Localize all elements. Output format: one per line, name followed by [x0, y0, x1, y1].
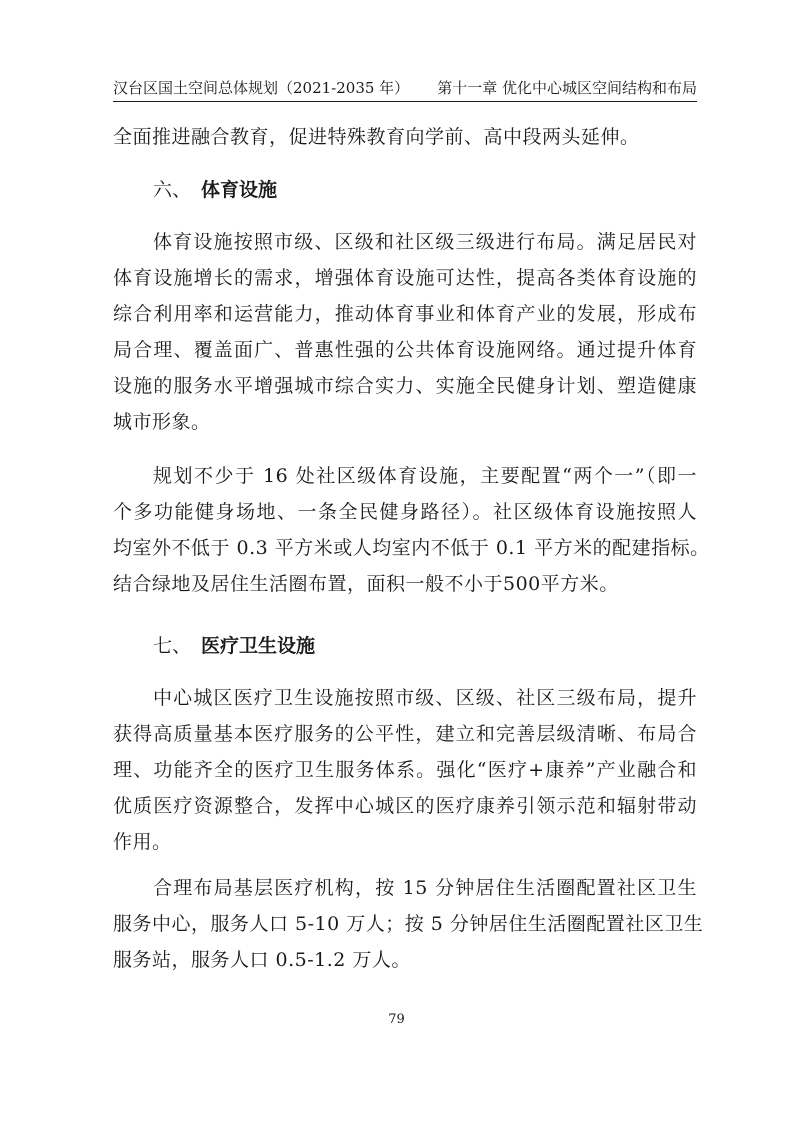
section-heading-medical [153, 631, 315, 661]
text-line: 全面推进融合教育，促进特殊教育向学前、高中段两头延伸。 [113, 126, 640, 148]
text-line: 规划不少于 16 处社区级体育设施，主要配置“两个一”（即一 [153, 465, 697, 487]
text-line: 均室外不低于 0.3 平方米或人均室内不低于 0.1 平方米的配建指标。 [113, 537, 710, 559]
text-line: 优质医疗资源整合，发挥中心城区的医疗康养引领示范和辐射带动 [113, 795, 697, 817]
section-title: 医疗卫生设施 [201, 635, 316, 657]
text-line: 体育设施按照市级、区级和社区级三级进行布局。满足居民对 [153, 231, 697, 253]
text-line: 设施的服务水平增强城市综合实力、实施全民健身计划、塑造健康 [113, 375, 697, 397]
text-line: 局合理、覆盖面广、普惠性强的公共体育设施网络。通过提升体育 [113, 339, 697, 361]
text-line: 作用。 [113, 831, 172, 853]
text-line: 个多功能健身场地、一条全民健身路径）。社区级体育设施按照人 [113, 501, 697, 523]
header-chapter-title: 第十一章 优化中心城区空间结构和布局 [437, 79, 697, 97]
text-line: 城市形象。 [113, 411, 211, 433]
section-title: 体育设施 [201, 179, 278, 201]
text-line: 体育设施增长的需求，增强体育设施可达性，提高各类体育设施的 [113, 267, 697, 289]
section-number: 七、 [153, 635, 192, 657]
page-header [113, 74, 697, 102]
text-line: 中心城区医疗卫生设施按照市级、区级、社区三级布局，提升 [153, 687, 697, 709]
page-number: 79 [388, 1012, 405, 1027]
text-line: 服务中心，服务人口 5-10 万人；按 5 分钟居住生活圈配置社区卫生 [113, 913, 704, 935]
text-line: 理、功能齐全的医疗卫生服务体系。强化“医疗+康养”产业融合和 [113, 759, 697, 781]
section-heading-sports [153, 175, 277, 205]
text-line: 获得高质量基本医疗服务的公平性，建立和完善层级清晰、布局合 [113, 723, 697, 745]
text-line: 合理布局基层医疗机构，按 15 分钟居住生活圈配置社区卫生 [153, 877, 697, 899]
text-line: 结合绿地及居住生活圈布置，面积一般不小于500平方米。 [113, 573, 619, 595]
text-line: 服务站，服务人口 0.5-1.2 万人。 [113, 949, 411, 971]
section-number: 六、 [153, 179, 192, 201]
header-document-title: 汉台区国土空间总体规划（2021-2035 年） [113, 79, 410, 97]
text-line: 综合利用率和运营能力，推动体育事业和体育产业的发展，形成布 [113, 303, 697, 325]
